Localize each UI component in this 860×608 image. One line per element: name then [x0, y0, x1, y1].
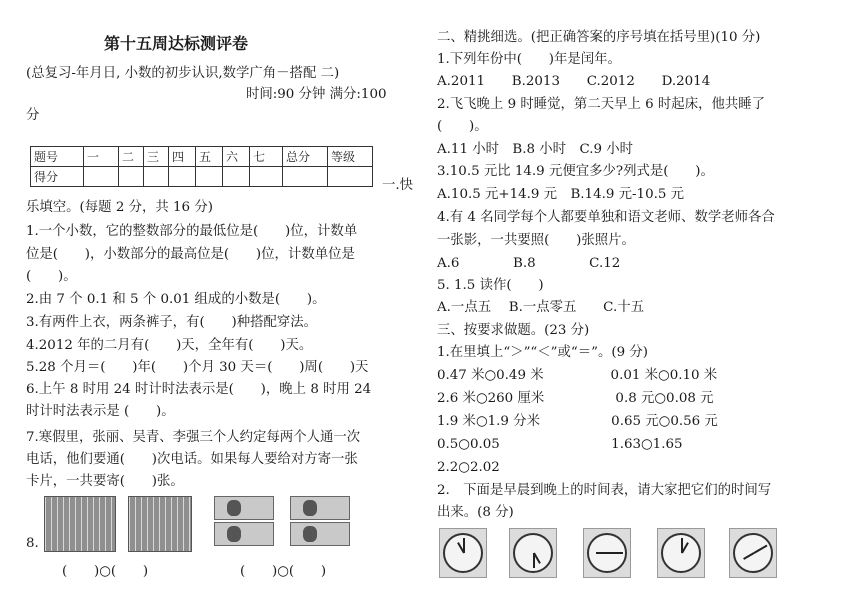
mc-question-2-line2: ( )。 [437, 119, 488, 134]
banknote-image [290, 496, 350, 520]
clock-icon [657, 528, 705, 578]
score-cell: 总分 [283, 147, 328, 167]
clock-icon [509, 528, 557, 578]
question-8-blank-1[interactable]: ( )○( ) [62, 564, 149, 579]
score-cell: 六 [223, 147, 250, 167]
compare-row-4: 0.5○0.05 1.63○1.65 [437, 437, 683, 452]
mc-question-2-options: A.11 小时 B.8 小时 C.9 小时 [437, 142, 634, 157]
question-1-line3: ( )。 [26, 269, 77, 284]
compare-row-2: 2.6 米○260 厘米 0.8 元○0.08 元 [437, 391, 714, 406]
score-cell: 等级 [328, 147, 373, 167]
mc-question-3: 3.10.5 元比 14.9 元便宜多少?列式是( )。 [437, 164, 714, 179]
score-input-cell[interactable] [169, 167, 196, 187]
question-3: 3.有两件上衣，两条裤子，有( )种搭配穿法。 [26, 315, 318, 330]
compare-row-1: 0.47 米○0.49 米 0.01 米○0.10 米 [437, 368, 718, 383]
subtitle: (总复习-年月日, 小数的初步认识,数学广角－搭配 二) [26, 66, 340, 81]
mc-question-3-options: A.10.5 元+14.9 元 B.14.9 元-10.5 元 [437, 187, 685, 202]
mc-question-5: 5. 1.5 读作( ) [437, 278, 544, 293]
mc-question-4-options: A.6 B.8 C.12 [437, 256, 621, 271]
clock-question-line2: 出来。(8 分) [437, 505, 514, 520]
time-line: 时间:90 分钟 满分:100 [246, 87, 387, 102]
question-7-line3: 卡片，一共要寄( )张。 [26, 474, 184, 489]
score-input-cell[interactable] [144, 167, 169, 187]
score-cell: 题号 [31, 147, 84, 167]
mc-question-4-line1: 4.有 4 名同学每个人都要单独和语文老师、数学老师各合 [437, 210, 775, 225]
compare-row-5: 2.2○2.02 [437, 460, 500, 475]
page-title: 第十五周达标测评卷 [104, 34, 249, 53]
question-8-label: 8. [26, 536, 39, 551]
section2-heading: 二、精挑细选。(把正确答案的序号填在括号里)(10 分) [437, 30, 761, 45]
compare-row-3: 1.9 米○1.9 分米 0.65 元○0.56 元 [437, 414, 718, 429]
banknote-image [290, 522, 350, 546]
score-cell: 七 [250, 147, 283, 167]
score-input-cell[interactable] [84, 167, 119, 187]
mc-question-2-line1: 2.飞飞晚上 9 时睡觉，第二天早上 6 时起床，他共睡了 [437, 97, 766, 112]
compare-instruction: 1.在里填上“＞”“＜”或“＝”。(9 分) [437, 345, 648, 360]
clock-icon [439, 528, 487, 578]
question-1-line1: 1.一个小数，它的整数部分的最低位是( )位，计数单 [26, 224, 358, 239]
question-8-blank-2[interactable]: ( )○( ) [240, 564, 327, 579]
question-6-line2: 时计时法表示是 ( )。 [26, 404, 175, 419]
decimal-grid-image [44, 496, 116, 552]
time-tail: 分 [26, 108, 40, 123]
mc-question-4-line2: 一张影，一共要照( )张照片。 [437, 233, 635, 248]
clock-icon [729, 528, 777, 578]
decimal-grid-image [128, 496, 192, 552]
score-cell: 二 [119, 147, 144, 167]
score-table-header-row [31, 147, 373, 167]
banknote-image [214, 496, 274, 520]
section3-heading: 三、按要求做题。(23 分) [437, 323, 590, 338]
score-cell: 四 [169, 147, 196, 167]
clock-question-line1: 2. 下面是早晨到晚上的时间表，请大家把它们的时间写 [437, 483, 772, 498]
section1-heading-start: 一.快 [382, 178, 414, 193]
score-input-cell[interactable] [250, 167, 283, 187]
mc-question-1: 1.下列年份中( )年是闰年。 [437, 52, 621, 67]
score-input-cell[interactable] [119, 167, 144, 187]
score-table [30, 146, 373, 187]
score-row-label: 得分 [31, 167, 84, 187]
question-5: 5.28 个月＝( )年( )个月 30 天＝( )周( )天 [26, 360, 369, 375]
score-cell: 五 [196, 147, 223, 167]
question-7-line1: 7.寒假里，张丽、吴青、李强三个人约定每两个人通一次 [26, 430, 361, 445]
score-input-cell[interactable] [196, 167, 223, 187]
score-input-cell[interactable] [328, 167, 373, 187]
mc-question-1-options: A.2011 B.2013 C.2012 D.2014 [437, 74, 711, 89]
score-cell: 三 [144, 147, 169, 167]
score-input-cell[interactable] [223, 167, 250, 187]
question-6-line1: 6.上午 8 时用 24 时计时法表示是( )，晚上 8 时用 24 [26, 382, 372, 397]
section1-heading-end: 乐填空。(每题 2 分，共 16 分) [26, 200, 213, 215]
banknote-image [214, 522, 274, 546]
question-7-line2: 电话，他们要通( )次电话。如果每人要给对方寄一张 [26, 452, 358, 467]
score-cell: 一 [84, 147, 119, 167]
score-input-cell[interactable] [283, 167, 328, 187]
question-2: 2.由 7 个 0.1 和 5 个 0.01 组成的小数是( )。 [26, 292, 326, 307]
question-4: 4.2012 年的二月有( )天，全年有( )天。 [26, 338, 313, 353]
clock-icon [583, 528, 631, 578]
question-1-line2: 位是( )，小数部分的最高位是( )位，计数单位是 [26, 247, 355, 262]
mc-question-5-options: A.一点五 B.一点零五 C.十五 [437, 300, 644, 315]
score-table-score-row [31, 167, 373, 187]
